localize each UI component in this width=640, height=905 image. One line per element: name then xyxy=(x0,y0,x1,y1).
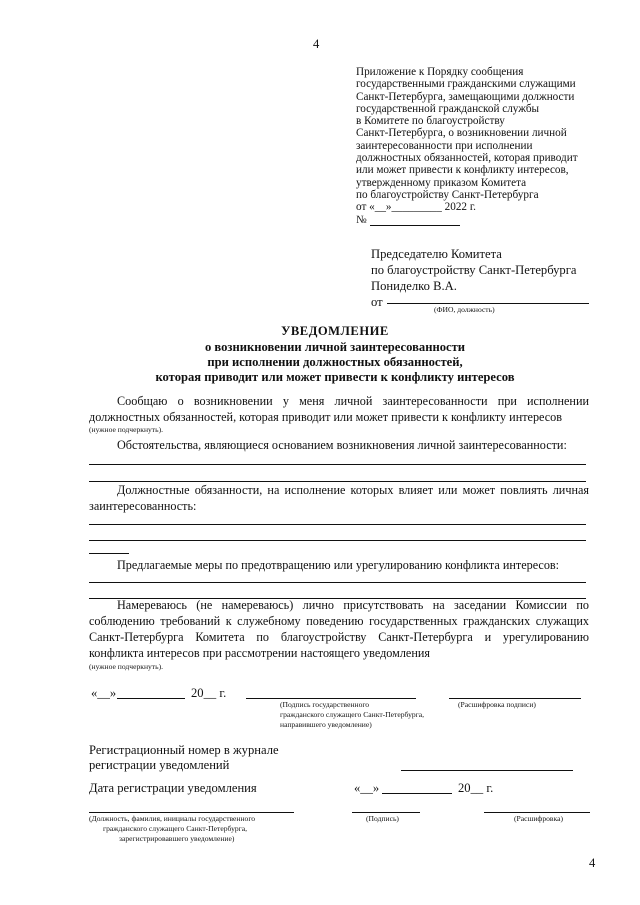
appendix-line: должностных обязанностей, которая приводит xyxy=(356,152,578,165)
signature-decode-line xyxy=(449,698,581,699)
reg-sign-line xyxy=(352,812,420,813)
addressee-line2: по благоустройству Санкт-Петербурга xyxy=(371,263,577,277)
reg-caption-1: (Должность, фамилия, инициалы государственного xyxy=(89,814,256,823)
reg-decode-line xyxy=(484,812,590,813)
title-sub-3: которая приводит или может привести к конфликту интересов xyxy=(155,370,515,384)
addressee-from: от xyxy=(371,295,383,309)
addressee-from-line xyxy=(387,303,589,304)
document-title: УВЕДОМЛЕНИЕ xyxy=(281,324,389,338)
signature-caption xyxy=(280,700,424,730)
signature-caption-1: (Подпись государственного xyxy=(280,700,370,709)
appendix-line: заинтересованности при исполнении xyxy=(356,139,533,152)
addressee-line3: Пониделко В.А. xyxy=(371,279,457,293)
fill-line xyxy=(89,540,586,541)
reg-sign-caption: (Подпись) xyxy=(366,814,399,823)
appendix-line: Санкт-Петербурга, замещающими должности xyxy=(356,90,575,103)
reg-date-line xyxy=(382,793,452,794)
signature-decode-caption: (Расшифровка подписи) xyxy=(458,700,536,709)
paragraph-4: Предлагаемые меры по предотвращению или урегулированию конфликта интересов: xyxy=(117,558,560,572)
signature-date-open: «__» xyxy=(91,686,117,700)
page-number-bottom: 4 xyxy=(589,856,596,870)
appendix-line: Санкт-Петербурга, о возникновении личной xyxy=(356,127,567,140)
appendix-line: Приложение к Порядку сообщения xyxy=(356,66,524,78)
appendix-line: государственной гражданской службы xyxy=(356,102,540,115)
signature-caption-3: направившего уведомление) xyxy=(280,720,372,729)
reg-number-label-2: регистрации уведомлений xyxy=(89,758,230,772)
reg-caption-3: зарегистрировавшего уведомление) xyxy=(119,834,235,843)
reg-date-open: «__» xyxy=(354,781,380,795)
paragraph-2: Обстоятельства, являющиеся основанием возникновения личной заинтересованности: xyxy=(117,438,567,452)
signature-year: 20__ г. xyxy=(191,686,227,700)
fill-line xyxy=(89,582,586,583)
appendix-line: в Комитете по благоустройству xyxy=(356,115,505,128)
reg-year: 20__ г. xyxy=(458,781,494,795)
reg-position-line xyxy=(89,812,294,813)
title-sub-1: о возникновении личной заинтересованности xyxy=(204,340,466,354)
appendix-line: по благоустройству Санкт-Петербурга xyxy=(356,188,539,201)
appendix-line: государственными гражданскими служащими xyxy=(356,78,576,91)
reg-date-label: Дата регистрации уведомления xyxy=(89,781,257,795)
appendix-line: или может привести к конфликту интересов, xyxy=(356,164,569,177)
paragraph-3: Должностные обязанности, на исполнение которых влияет или может повлиять личная заинтересованность: xyxy=(89,483,589,513)
reg-position-caption xyxy=(89,814,255,844)
paragraph-5: Намереваюсь (не намереваюсь) лично присутствовать на заседании Комиссии по соблюдению требований к служебному поведению государственных гражданских служащих Санкт-Петербурга Комитета по благоустройству Санкт-Петербурга и урегулированию конфликта интересов при рассмотрении настоящего уведомления xyxy=(89,598,589,660)
reg-caption-2: гражданского служащего Санкт-Петербурга, xyxy=(103,824,248,833)
reg-number-label-1: Регистрационный номер в журнале xyxy=(89,743,279,757)
appendix-date: от «__»_________ 2022 г. xyxy=(356,201,476,214)
title-sub-2: при исполнении должностных обязанностей, xyxy=(207,355,463,369)
addressee-line1: Председателю Комитета xyxy=(371,247,502,261)
reg-decode-caption: (Расшифровка) xyxy=(514,814,563,823)
fio-caption: (ФИО, должность) xyxy=(434,305,495,314)
paragraph-5-note: (нужное подчеркнуть). xyxy=(89,662,164,671)
appendix-number-sign: № xyxy=(356,213,367,226)
appendix-number xyxy=(356,214,626,226)
addressee-block xyxy=(371,246,631,310)
paragraph-1-note: (нужное подчеркнуть). xyxy=(89,425,164,434)
appendix-block xyxy=(356,66,626,226)
paragraph-1: Сообщаю о возникновении у меня личной заинтересованности при исполнении должностных обязанностей, которая приводит или может привести к конфликту интересов xyxy=(89,394,589,424)
fill-line xyxy=(89,524,586,525)
signature-line xyxy=(246,698,416,699)
signature-date-line xyxy=(117,698,185,699)
appendix-line: утвержденному приказом Комитета xyxy=(356,176,527,189)
appendix-number-line xyxy=(370,225,460,226)
page-number-top: 4 xyxy=(313,37,320,51)
fill-line xyxy=(89,464,586,465)
fill-line xyxy=(89,553,129,554)
reg-number-line xyxy=(401,770,573,771)
signature-caption-2: гражданского служащего Санкт-Петербурга, xyxy=(280,710,425,719)
